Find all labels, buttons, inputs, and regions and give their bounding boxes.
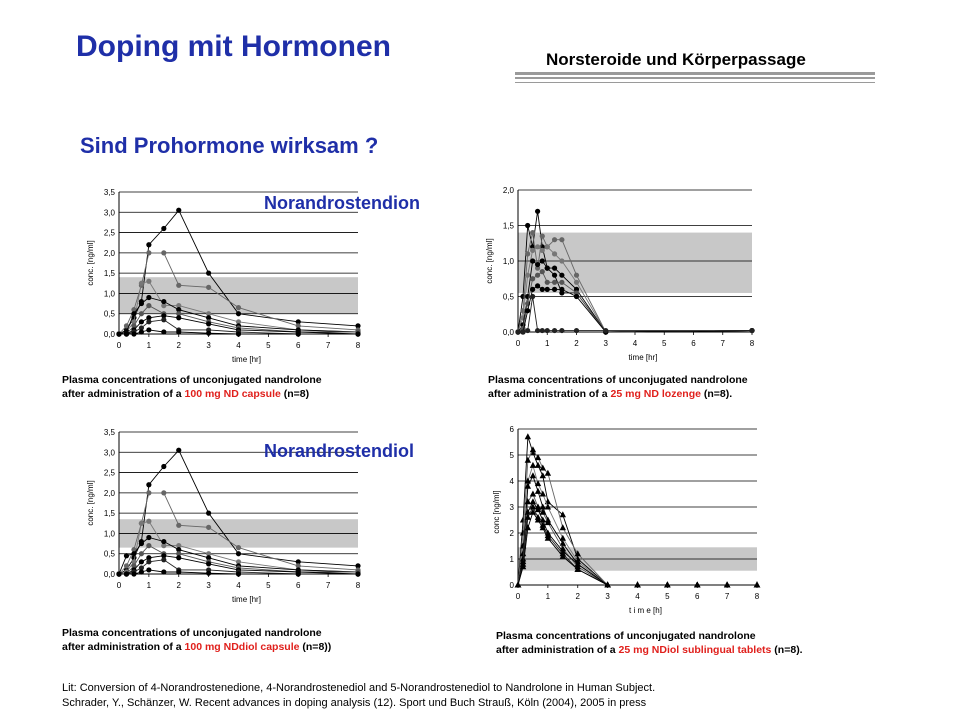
data-point	[525, 273, 530, 278]
data-point	[146, 559, 151, 564]
y-tick-label: 0,5	[103, 309, 115, 319]
data-point	[161, 569, 166, 574]
y-tick-label: 1,0	[103, 289, 115, 299]
data-point	[146, 519, 151, 524]
header-rule	[515, 77, 875, 79]
data-point	[176, 569, 181, 574]
data-point	[535, 244, 540, 249]
data-point	[146, 295, 151, 300]
y-tick-label: 2,5	[103, 468, 115, 478]
x-tick-label: 4	[236, 341, 241, 350]
x-tick-label: 6	[695, 592, 700, 601]
page-subtitle: Norsteroide und Körperpassage	[546, 50, 806, 69]
x-tick-label: 1	[545, 592, 551, 601]
data-point	[139, 319, 144, 324]
data-point	[574, 273, 579, 278]
data-point	[525, 223, 530, 228]
data-point	[131, 571, 136, 576]
x-tick-label: 5	[266, 581, 271, 590]
header-rule	[515, 82, 875, 83]
section-question: Sind Prohormone wirksam ?	[80, 133, 379, 158]
y-tick-label: 1,5	[103, 269, 115, 279]
y-tick-label: 2,0	[103, 248, 115, 258]
data-point	[540, 258, 545, 263]
data-point	[146, 482, 151, 487]
caption-line	[62, 387, 322, 401]
data-point	[176, 555, 181, 560]
data-point	[559, 258, 564, 263]
y-tick-label: 1	[509, 555, 514, 564]
caption-highlight: 25 mg NDiol sublingual tablets	[618, 644, 772, 656]
data-point	[552, 328, 557, 333]
data-point	[520, 329, 525, 334]
data-point	[545, 287, 550, 292]
label-norandrostendion: Norandrostendion	[264, 193, 420, 213]
caption-highlight: 100 mg NDdiol capsule	[184, 641, 300, 653]
data-point	[535, 209, 540, 214]
data-point	[540, 269, 545, 274]
y-tick-label: 0,5	[103, 549, 115, 559]
x-tick-label: 5	[662, 339, 667, 348]
data-point	[139, 329, 144, 334]
data-point	[559, 237, 564, 242]
data-point	[131, 331, 136, 336]
data-point	[540, 328, 545, 333]
y-tick-label: 3,5	[103, 188, 115, 197]
data-point	[559, 328, 564, 333]
data-point	[124, 571, 129, 576]
x-tick-label: 2	[176, 341, 181, 350]
series-line	[518, 297, 752, 333]
x-tick-label: 0	[515, 592, 521, 601]
y-tick-label: 3,0	[103, 208, 115, 218]
y-tick-label: 3,5	[103, 428, 115, 437]
data-point	[139, 541, 144, 546]
caption-text: (n=8))	[299, 641, 332, 653]
x-tick-label: 6	[691, 339, 696, 348]
y-tick-label: 6	[509, 425, 514, 434]
data-point	[146, 327, 151, 332]
data-point	[139, 301, 144, 306]
caption-2	[488, 373, 748, 401]
data-point	[540, 287, 545, 292]
data-point	[206, 285, 211, 290]
data-point	[535, 283, 540, 288]
data-point	[236, 311, 241, 316]
y-tick-label: 2,5	[103, 228, 115, 238]
data-point	[176, 283, 181, 288]
caption-line: Plasma concentrations of unconjugated nandrolone	[62, 374, 322, 386]
data-point	[535, 262, 540, 267]
data-point	[124, 563, 129, 568]
y-tick-label: 2,0	[502, 186, 514, 195]
data-point	[161, 329, 166, 334]
y-tick-label: 0	[509, 581, 514, 590]
data-point	[139, 281, 144, 286]
data-point	[146, 250, 151, 255]
y-tick-label: 0,0	[103, 570, 115, 579]
data-point	[535, 273, 540, 278]
data-point	[124, 553, 129, 558]
data-point	[146, 490, 151, 495]
data-point	[530, 230, 535, 235]
data-point	[552, 280, 557, 285]
chart-nd-lozenge	[480, 185, 780, 370]
data-point	[161, 299, 166, 304]
x-tick-label: 8	[355, 581, 361, 590]
data-point	[545, 266, 550, 271]
header-rule	[515, 72, 875, 75]
y-tick-label: 0,0	[103, 330, 115, 339]
data-point	[146, 535, 151, 540]
y-tick-label: 0,0	[502, 328, 514, 337]
data-point	[540, 248, 545, 253]
x-tick-label: 8	[355, 341, 361, 350]
x-tick-label: 4	[236, 581, 241, 590]
data-point	[236, 331, 241, 336]
data-point	[206, 321, 211, 326]
caption-text: (n=8)	[280, 388, 310, 400]
data-point	[545, 280, 550, 285]
y-tick-label: 1,5	[502, 221, 514, 231]
x-tick-label: 6	[296, 341, 301, 350]
x-axis-label: time [hr]	[232, 355, 261, 364]
data-point	[161, 317, 166, 322]
data-point	[116, 571, 121, 576]
data-point	[560, 524, 566, 530]
data-point	[176, 448, 181, 453]
x-tick-label: 6	[296, 581, 301, 590]
data-point	[206, 511, 211, 516]
y-tick-label: 1,5	[103, 509, 115, 519]
data-point	[525, 308, 530, 313]
data-point	[545, 328, 550, 333]
x-tick-label: 0	[515, 339, 521, 348]
data-point	[530, 258, 535, 263]
data-point	[236, 551, 241, 556]
caption-text: (n=8).	[700, 388, 733, 400]
data-point	[574, 328, 579, 333]
data-point	[559, 287, 564, 292]
data-point	[525, 433, 531, 439]
caption-line: Plasma concentrations of unconjugated nandrolone	[496, 630, 756, 642]
data-point	[355, 331, 360, 336]
data-point	[176, 523, 181, 528]
x-tick-label: 8	[749, 339, 755, 348]
y-tick-label: 5	[509, 451, 514, 460]
x-tick-label: 1	[146, 341, 152, 350]
data-point	[559, 273, 564, 278]
data-point	[552, 266, 557, 271]
x-tick-label: 7	[325, 341, 331, 350]
data-point	[559, 280, 564, 285]
caption-4	[496, 629, 803, 657]
caption-text: after administration of a	[62, 388, 185, 400]
data-point	[515, 329, 520, 334]
x-tick-label: 5	[266, 341, 271, 350]
data-point	[603, 328, 608, 333]
data-point	[161, 490, 166, 495]
data-point	[131, 311, 136, 316]
caption-text: (n=8).	[771, 644, 803, 656]
data-point	[545, 244, 550, 249]
data-point	[161, 557, 166, 562]
caption-line	[488, 387, 748, 401]
data-point	[206, 525, 211, 530]
x-tick-label: 1	[146, 581, 152, 590]
data-point	[530, 294, 535, 299]
data-point	[560, 511, 566, 517]
data-point	[530, 462, 536, 468]
data-point	[139, 311, 144, 316]
data-point	[139, 521, 144, 526]
data-point	[540, 234, 545, 239]
data-point	[574, 280, 579, 285]
x-tick-label: 4	[635, 592, 640, 601]
x-axis-label: time [hr]	[628, 353, 658, 362]
data-point	[525, 251, 530, 256]
data-point	[535, 328, 540, 333]
data-point	[146, 279, 151, 284]
data-point	[296, 331, 301, 336]
caption-3	[62, 626, 331, 654]
data-point	[236, 571, 241, 576]
data-point	[206, 571, 211, 576]
data-point	[530, 287, 535, 292]
y-tick-label: 0,5	[502, 292, 514, 302]
data-point	[530, 248, 535, 253]
data-point	[176, 208, 181, 213]
data-point	[552, 287, 557, 292]
data-point	[552, 237, 557, 242]
data-point	[139, 559, 144, 564]
data-point	[176, 329, 181, 334]
caption-line: Plasma concentrations of unconjugated nandrolone	[62, 627, 322, 639]
x-tick-label: 8	[754, 592, 760, 601]
y-tick-label: 3,0	[103, 448, 115, 458]
x-tick-label: 0	[116, 341, 122, 350]
caption-line	[496, 643, 803, 657]
x-tick-label: 7	[720, 339, 725, 348]
x-tick-label: 4	[632, 339, 638, 348]
caption-text: after administration of a	[62, 641, 185, 653]
data-point	[176, 315, 181, 320]
y-tick-label: 3	[509, 503, 514, 512]
y-axis-label: conc. [ng/ml]	[485, 238, 494, 284]
data-point	[146, 303, 151, 308]
data-point	[236, 545, 241, 550]
caption-text: after administration of a	[496, 644, 619, 656]
series-line	[518, 494, 757, 585]
caption-text: after administration of a	[488, 388, 611, 400]
y-tick-label: 1,0	[103, 529, 115, 539]
data-point	[525, 457, 531, 463]
data-point	[161, 226, 166, 231]
data-point	[139, 551, 144, 556]
data-point	[530, 446, 536, 452]
y-tick-label: 1,0	[502, 257, 514, 266]
x-axis-label: t i m e [h]	[629, 606, 662, 615]
y-axis-label: conc [ng/ml]	[492, 490, 501, 534]
x-tick-label: 0	[116, 581, 122, 590]
x-tick-label: 7	[325, 581, 331, 590]
data-point	[146, 567, 151, 572]
caption-highlight: 100 mg ND capsule	[184, 388, 281, 400]
x-tick-label: 3	[605, 592, 610, 601]
x-axis-label: time [hr]	[232, 595, 261, 604]
data-point	[296, 571, 301, 576]
data-point	[206, 331, 211, 336]
x-tick-label: 5	[665, 592, 670, 601]
x-tick-label: 2	[574, 339, 579, 348]
caption-line: Plasma concentrations of unconjugated nandrolone	[488, 374, 748, 386]
x-tick-label: 3	[206, 581, 211, 590]
data-point	[530, 276, 535, 281]
data-point	[161, 250, 166, 255]
data-point	[146, 242, 151, 247]
x-tick-label: 2	[176, 581, 181, 590]
data-point	[116, 331, 121, 336]
data-point	[236, 305, 241, 310]
data-point	[139, 569, 144, 574]
y-tick-label: 2	[509, 529, 514, 538]
data-point	[574, 294, 579, 299]
data-point	[206, 561, 211, 566]
data-point	[355, 571, 360, 576]
caption-line	[62, 640, 331, 654]
y-axis-label: conc. [ng/ml]	[86, 480, 95, 526]
y-tick-label: 2,0	[103, 488, 115, 498]
data-point	[161, 464, 166, 469]
data-point	[124, 331, 129, 336]
x-tick-label: 2	[575, 592, 580, 601]
y-tick-label: 4	[509, 477, 514, 486]
data-point	[552, 251, 557, 256]
data-point	[545, 504, 551, 510]
x-tick-label: 3	[603, 339, 608, 348]
label-norandrostendiol: Norandrostendiol	[264, 441, 415, 461]
data-point	[131, 551, 136, 556]
data-point	[552, 273, 557, 278]
x-tick-label: 1	[545, 339, 550, 348]
literature-reference	[62, 681, 655, 711]
x-tick-label: 7	[724, 592, 730, 601]
data-point	[146, 543, 151, 548]
y-axis-label: conc. [ng/ml]	[86, 240, 95, 286]
chart-ndiol-sublingual	[485, 420, 775, 615]
x-tick-label: 3	[206, 341, 211, 350]
data-point	[525, 328, 530, 333]
data-point	[749, 328, 754, 333]
page-title: Doping mit Hormonen	[76, 30, 391, 63]
data-point	[161, 539, 166, 544]
literature-line: Lit: Conversion of 4-Norandrostenedione, 4-Norandrostenediol and 5-Norandrostenediol to Nandrolone in Human Subject.	[62, 682, 656, 694]
caption-highlight: 25 mg ND lozenge	[610, 388, 701, 400]
caption-1	[62, 373, 322, 401]
data-point	[146, 319, 151, 324]
data-point	[206, 271, 211, 276]
literature-line: Schrader, Y., Schänzer, W. Recent advances in doping analysis (12). Sport und Buch Strauß, Köln (2004), 2005 in press	[62, 697, 647, 709]
